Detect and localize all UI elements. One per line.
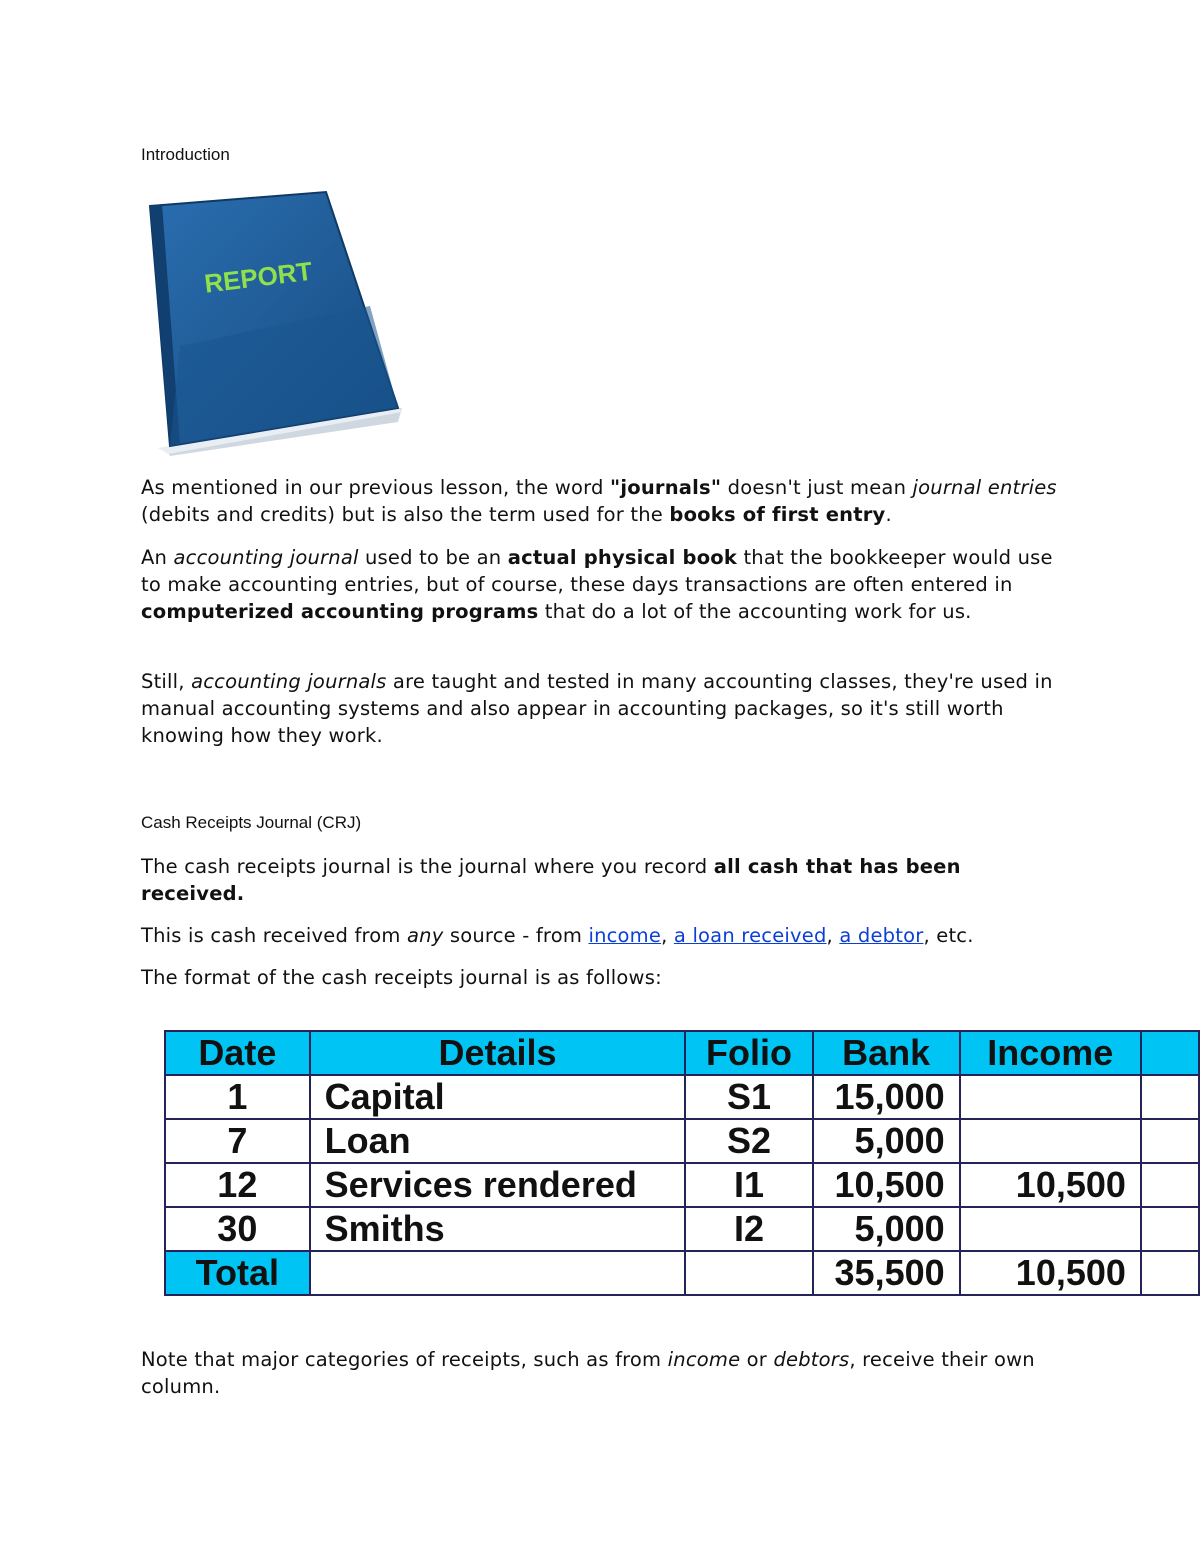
cell-extra xyxy=(1141,1075,1199,1119)
cell-extra xyxy=(1141,1119,1199,1163)
cell-bank: 10,500 xyxy=(813,1163,960,1207)
cell-details: Services rendered xyxy=(310,1163,686,1207)
cell-details: Loan xyxy=(310,1119,686,1163)
table-row xyxy=(165,1207,1199,1251)
cell-folio: I2 xyxy=(685,1207,812,1251)
table-header-row xyxy=(165,1031,1199,1075)
cell-bank: 5,000 xyxy=(813,1207,960,1251)
total-income: 10,500 xyxy=(960,1251,1141,1295)
paragraph-accounting-journal: An accounting journal used to be an actual physical book that the bookkeeper would use to make accounting entries, but of course, these days transactions are often entered in computerized accounting programs that do a lot of the accounting work for us. xyxy=(141,546,1053,623)
total-details xyxy=(310,1251,686,1295)
header-folio: Folio xyxy=(685,1031,812,1075)
cell-income: 10,500 xyxy=(960,1163,1141,1207)
cell-folio: I1 xyxy=(685,1163,812,1207)
total-label: Total xyxy=(165,1251,310,1295)
cell-income xyxy=(960,1207,1141,1251)
report-book-image xyxy=(140,186,410,458)
header-date: Date xyxy=(165,1031,310,1075)
cell-income xyxy=(960,1119,1141,1163)
total-bank: 35,500 xyxy=(813,1251,960,1295)
book-label-text: REPORT xyxy=(202,255,314,299)
cell-date: 7 xyxy=(165,1119,310,1163)
cell-folio: S1 xyxy=(685,1075,812,1119)
cell-income xyxy=(960,1075,1141,1119)
table-total-row xyxy=(165,1251,1199,1295)
cell-folio: S2 xyxy=(685,1119,812,1163)
cash-receipts-journal-table xyxy=(164,1030,1200,1296)
total-folio xyxy=(685,1251,812,1295)
debtor-link[interactable]: a debtor xyxy=(839,924,924,947)
cell-date: 1 xyxy=(165,1075,310,1119)
total-extra xyxy=(1141,1251,1199,1295)
header-income: Income xyxy=(960,1031,1141,1075)
paragraph-journals-meaning: As mentioned in our previous lesson, the word "journals" doesn't just mean journal entries (debits and credits) but is also the term used for the books of first entry. xyxy=(141,476,1057,526)
paragraph-still-worth-knowing: Still, accounting journals are taught and tested in many accounting classes, they're used in manual accounting systems and also appear in accounting packages, so it's still worth knowing how they work. xyxy=(141,670,1053,747)
paragraph-note-columns: Note that major categories of receipts, such as from income or debtors, receive their own column. xyxy=(141,1348,1035,1398)
cell-date: 30 xyxy=(165,1207,310,1251)
header-details: Details xyxy=(310,1031,686,1075)
income-link[interactable]: income xyxy=(588,924,662,947)
crj-heading: Cash Receipts Journal (CRJ) xyxy=(141,813,362,832)
cell-bank: 5,000 xyxy=(813,1119,960,1163)
table-row xyxy=(165,1163,1199,1207)
paragraph-cash-sources: This is cash received from any source - from income, a loan received, a debtor, etc. xyxy=(141,924,974,947)
intro-heading: Introduction xyxy=(141,145,230,164)
table-row xyxy=(165,1075,1199,1119)
paragraph-crj-definition: The cash receipts journal is the journal where you record all cash that has been received. xyxy=(141,855,961,905)
paragraph-format-intro: The format of the cash receipts journal is as follows: xyxy=(141,966,662,989)
header-extra-cut-off xyxy=(1141,1031,1199,1075)
cell-extra xyxy=(1141,1163,1199,1207)
table-row xyxy=(165,1119,1199,1163)
loan-received-link[interactable]: a loan received xyxy=(673,924,827,947)
cell-details: Smiths xyxy=(310,1207,686,1251)
cell-details: Capital xyxy=(310,1075,686,1119)
header-bank: Bank xyxy=(813,1031,960,1075)
cell-extra xyxy=(1141,1207,1199,1251)
cell-date: 12 xyxy=(165,1163,310,1207)
cell-bank: 15,000 xyxy=(813,1075,960,1119)
